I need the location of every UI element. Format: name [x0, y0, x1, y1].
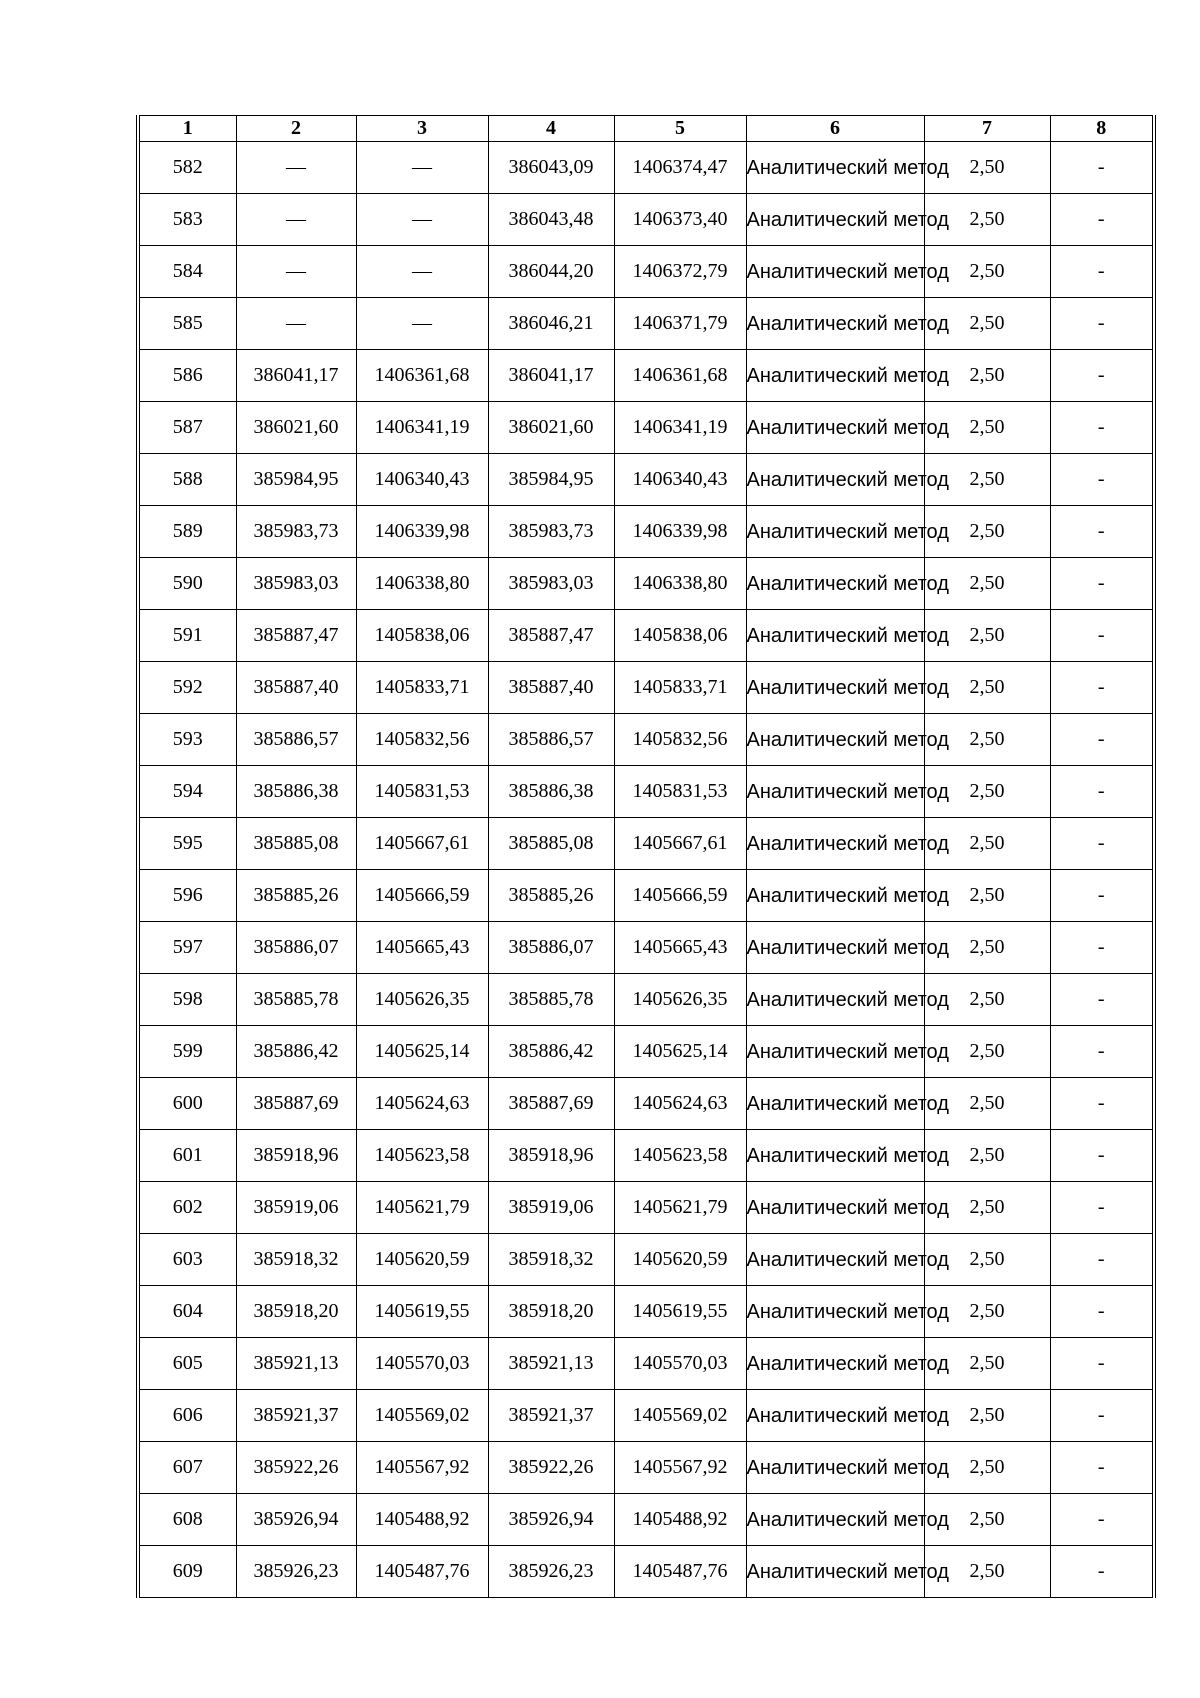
accuracy-cell: 2,50: [924, 1234, 1050, 1286]
old-y-cell: 1405625,14: [356, 1026, 488, 1078]
point-number-cell: 609: [138, 1546, 236, 1598]
table-body: [138, 142, 1154, 1598]
old-y-cell: 1405666,59: [356, 870, 488, 922]
old-x-cell: 385887,40: [236, 662, 356, 714]
column-header: 7: [924, 116, 1050, 142]
new-x-cell: 385921,37: [488, 1390, 614, 1442]
note-cell: -: [1050, 1078, 1154, 1130]
method-cell: [746, 558, 949, 610]
table-row: [138, 1130, 1154, 1182]
method-cell: [746, 766, 949, 818]
new-y-cell: 1405567,92: [614, 1442, 746, 1494]
old-y-cell: 1405570,03: [356, 1338, 488, 1390]
note-cell: -: [1050, 1026, 1154, 1078]
accuracy-cell: 2,50: [924, 1182, 1050, 1234]
old-x-cell: 385926,94: [236, 1494, 356, 1546]
note-cell: -: [1050, 1234, 1154, 1286]
new-x-cell: 386046,21: [488, 298, 614, 350]
note-cell: -: [1050, 870, 1154, 922]
new-y-cell: 1406371,79: [614, 298, 746, 350]
old-y-cell: 1405667,61: [356, 818, 488, 870]
point-number-cell: 584: [138, 246, 236, 298]
method-text: Аналитический метод: [746, 364, 949, 387]
new-x-cell: 385926,23: [488, 1546, 614, 1598]
new-x-cell: 385919,06: [488, 1182, 614, 1234]
table-row: [138, 974, 1154, 1026]
new-x-cell: 385918,96: [488, 1130, 614, 1182]
note-cell: -: [1050, 142, 1154, 194]
accuracy-cell: 2,50: [924, 1546, 1050, 1598]
old-x-cell: 385926,23: [236, 1546, 356, 1598]
note-cell: -: [1050, 298, 1154, 350]
accuracy-cell: 2,50: [924, 350, 1050, 402]
method-text: Аналитический метод: [746, 1040, 949, 1063]
point-number-cell: 587: [138, 402, 236, 454]
old-x-cell: 386021,60: [236, 402, 356, 454]
new-y-cell: 1405570,03: [614, 1338, 746, 1390]
accuracy-cell: 2,50: [924, 818, 1050, 870]
old-y-cell: 1405838,06: [356, 610, 488, 662]
new-y-cell: 1406361,68: [614, 350, 746, 402]
old-x-cell: 385983,03: [236, 558, 356, 610]
old-y-cell: —: [356, 298, 488, 350]
new-y-cell: 1405838,06: [614, 610, 746, 662]
old-y-cell: 1405623,58: [356, 1130, 488, 1182]
note-cell: -: [1050, 454, 1154, 506]
method-text: Аналитический метод: [746, 260, 949, 283]
old-x-cell: 385922,26: [236, 1442, 356, 1494]
point-number-cell: 598: [138, 974, 236, 1026]
accuracy-cell: 2,50: [924, 298, 1050, 350]
note-cell: -: [1050, 662, 1154, 714]
old-x-cell: 385918,20: [236, 1286, 356, 1338]
table-row: [138, 1182, 1154, 1234]
new-x-cell: 385921,13: [488, 1338, 614, 1390]
old-x-cell: 385886,42: [236, 1026, 356, 1078]
new-y-cell: 1405626,35: [614, 974, 746, 1026]
method-text: Аналитический метод: [746, 1456, 949, 1479]
old-y-cell: 1405832,56: [356, 714, 488, 766]
note-cell: -: [1050, 1390, 1154, 1442]
new-x-cell: 385885,08: [488, 818, 614, 870]
method-cell: [746, 1286, 949, 1338]
old-x-cell: 385921,37: [236, 1390, 356, 1442]
point-number-cell: 599: [138, 1026, 236, 1078]
old-y-cell: 1406340,43: [356, 454, 488, 506]
method-cell: [746, 714, 949, 766]
accuracy-cell: 2,50: [924, 1286, 1050, 1338]
method-cell: [746, 1182, 949, 1234]
old-y-cell: 1405624,63: [356, 1078, 488, 1130]
method-text: Аналитический метод: [746, 1560, 949, 1583]
method-cell: [746, 662, 949, 714]
accuracy-cell: 2,50: [924, 1078, 1050, 1130]
old-y-cell: 1405567,92: [356, 1442, 488, 1494]
point-number-cell: 583: [138, 194, 236, 246]
old-x-cell: 385885,78: [236, 974, 356, 1026]
method-text: Аналитический метод: [746, 468, 949, 491]
table-row: [138, 298, 1154, 350]
column-header: 3: [356, 116, 488, 142]
method-text: Аналитический метод: [746, 312, 949, 335]
new-y-cell: 1406374,47: [614, 142, 746, 194]
method-cell: [746, 1442, 949, 1494]
table-row: [138, 558, 1154, 610]
method-text: Аналитический метод: [746, 728, 949, 751]
note-cell: -: [1050, 558, 1154, 610]
table-row: [138, 766, 1154, 818]
new-y-cell: 1405831,53: [614, 766, 746, 818]
accuracy-cell: 2,50: [924, 558, 1050, 610]
accuracy-cell: 2,50: [924, 506, 1050, 558]
old-x-cell: 385918,32: [236, 1234, 356, 1286]
method-cell: [746, 1390, 949, 1442]
table-row: [138, 1026, 1154, 1078]
point-number-cell: 590: [138, 558, 236, 610]
table-row: [138, 1442, 1154, 1494]
old-y-cell: —: [356, 246, 488, 298]
new-y-cell: 1405833,71: [614, 662, 746, 714]
new-y-cell: 1405832,56: [614, 714, 746, 766]
new-y-cell: 1405569,02: [614, 1390, 746, 1442]
method-cell: [746, 1026, 949, 1078]
old-x-cell: 385919,06: [236, 1182, 356, 1234]
old-y-cell: —: [356, 194, 488, 246]
note-cell: -: [1050, 974, 1154, 1026]
new-x-cell: 385886,07: [488, 922, 614, 974]
method-text: Аналитический метод: [746, 988, 949, 1011]
header-row: [138, 116, 1154, 142]
old-x-cell: 385921,13: [236, 1338, 356, 1390]
table-row: [138, 610, 1154, 662]
note-cell: -: [1050, 1494, 1154, 1546]
old-x-cell: 385983,73: [236, 506, 356, 558]
method-cell: [746, 1338, 949, 1390]
note-cell: -: [1050, 1182, 1154, 1234]
point-number-cell: 593: [138, 714, 236, 766]
accuracy-cell: 2,50: [924, 766, 1050, 818]
new-x-cell: 385983,03: [488, 558, 614, 610]
method-cell: [746, 1078, 949, 1130]
method-text: Аналитический метод: [746, 884, 949, 907]
note-cell: -: [1050, 1546, 1154, 1598]
table-row: [138, 350, 1154, 402]
table-row: [138, 714, 1154, 766]
method-text: Аналитический метод: [746, 936, 949, 959]
old-y-cell: 1405626,35: [356, 974, 488, 1026]
new-x-cell: 385922,26: [488, 1442, 614, 1494]
column-header: 8: [1050, 116, 1154, 142]
method-cell: [746, 1234, 949, 1286]
new-x-cell: 385984,95: [488, 454, 614, 506]
new-y-cell: 1405624,63: [614, 1078, 746, 1130]
method-text: Аналитический метод: [746, 1144, 949, 1167]
accuracy-cell: 2,50: [924, 610, 1050, 662]
point-number-cell: 582: [138, 142, 236, 194]
method-text: Аналитический метод: [746, 1404, 949, 1427]
note-cell: -: [1050, 766, 1154, 818]
method-cell: [746, 454, 949, 506]
old-y-cell: 1406338,80: [356, 558, 488, 610]
old-x-cell: 385886,07: [236, 922, 356, 974]
method-text: Аналитический метод: [746, 1248, 949, 1271]
note-cell: -: [1050, 818, 1154, 870]
new-y-cell: 1406339,98: [614, 506, 746, 558]
point-number-cell: 588: [138, 454, 236, 506]
new-x-cell: 385886,57: [488, 714, 614, 766]
method-text: Аналитический метод: [746, 156, 949, 179]
new-x-cell: 385885,78: [488, 974, 614, 1026]
new-y-cell: 1406338,80: [614, 558, 746, 610]
new-x-cell: 386021,60: [488, 402, 614, 454]
old-y-cell: 1405621,79: [356, 1182, 488, 1234]
old-x-cell: —: [236, 194, 356, 246]
old-x-cell: —: [236, 298, 356, 350]
new-x-cell: 386044,20: [488, 246, 614, 298]
old-y-cell: 1405831,53: [356, 766, 488, 818]
method-cell: [746, 246, 949, 298]
new-y-cell: 1405487,76: [614, 1546, 746, 1598]
table-row: [138, 1286, 1154, 1338]
point-number-cell: 594: [138, 766, 236, 818]
method-text: Аналитический метод: [746, 416, 949, 439]
column-header: 1: [138, 116, 236, 142]
column-header: 5: [614, 116, 746, 142]
point-number-cell: 603: [138, 1234, 236, 1286]
table-row: [138, 1390, 1154, 1442]
new-x-cell: 386041,17: [488, 350, 614, 402]
point-number-cell: 596: [138, 870, 236, 922]
note-cell: -: [1050, 1442, 1154, 1494]
accuracy-cell: 2,50: [924, 714, 1050, 766]
point-number-cell: 592: [138, 662, 236, 714]
note-cell: -: [1050, 506, 1154, 558]
accuracy-cell: 2,50: [924, 870, 1050, 922]
new-y-cell: 1405667,61: [614, 818, 746, 870]
new-y-cell: 1405620,59: [614, 1234, 746, 1286]
new-y-cell: 1405619,55: [614, 1286, 746, 1338]
old-y-cell: 1405487,76: [356, 1546, 488, 1598]
method-cell: [746, 1546, 949, 1598]
new-y-cell: 1405665,43: [614, 922, 746, 974]
method-text: Аналитический метод: [746, 1300, 949, 1323]
point-number-cell: 597: [138, 922, 236, 974]
new-y-cell: 1406341,19: [614, 402, 746, 454]
old-y-cell: 1405833,71: [356, 662, 488, 714]
method-text: Аналитический метод: [746, 1508, 949, 1531]
point-number-cell: 605: [138, 1338, 236, 1390]
accuracy-cell: 2,50: [924, 1494, 1050, 1546]
new-x-cell: 386043,09: [488, 142, 614, 194]
old-x-cell: —: [236, 246, 356, 298]
note-cell: -: [1050, 402, 1154, 454]
new-x-cell: 385885,26: [488, 870, 614, 922]
new-x-cell: 385887,40: [488, 662, 614, 714]
new-y-cell: 1405621,79: [614, 1182, 746, 1234]
new-y-cell: 1406373,40: [614, 194, 746, 246]
old-x-cell: 385885,08: [236, 818, 356, 870]
method-cell: [746, 922, 949, 974]
method-cell: [746, 818, 949, 870]
point-number-cell: 601: [138, 1130, 236, 1182]
method-cell: [746, 298, 949, 350]
old-x-cell: —: [236, 142, 356, 194]
table-row: [138, 1546, 1154, 1598]
accuracy-cell: 2,50: [924, 974, 1050, 1026]
method-text: Аналитический метод: [746, 624, 949, 647]
note-cell: -: [1050, 1338, 1154, 1390]
column-header: 4: [488, 116, 614, 142]
table-row: [138, 246, 1154, 298]
method-cell: [746, 1494, 949, 1546]
method-text: Аналитический метод: [746, 1196, 949, 1219]
method-cell: [746, 1130, 949, 1182]
accuracy-cell: 2,50: [924, 1390, 1050, 1442]
new-x-cell: 385887,47: [488, 610, 614, 662]
table-row: [138, 818, 1154, 870]
accuracy-cell: 2,50: [924, 194, 1050, 246]
table-row: [138, 402, 1154, 454]
accuracy-cell: 2,50: [924, 922, 1050, 974]
method-cell: [746, 402, 949, 454]
method-text: Аналитический метод: [746, 832, 949, 855]
table-row: [138, 506, 1154, 558]
old-y-cell: 1405665,43: [356, 922, 488, 974]
new-x-cell: 385918,32: [488, 1234, 614, 1286]
accuracy-cell: 2,50: [924, 142, 1050, 194]
method-text: Аналитический метод: [746, 676, 949, 699]
note-cell: -: [1050, 194, 1154, 246]
new-y-cell: 1406340,43: [614, 454, 746, 506]
table-row: [138, 1078, 1154, 1130]
old-y-cell: —: [356, 142, 488, 194]
table-row: [138, 1234, 1154, 1286]
method-text: Аналитический метод: [746, 208, 949, 231]
method-text: Аналитический метод: [746, 1092, 949, 1115]
new-x-cell: 385918,20: [488, 1286, 614, 1338]
accuracy-cell: 2,50: [924, 1442, 1050, 1494]
old-x-cell: 385984,95: [236, 454, 356, 506]
accuracy-cell: 2,50: [924, 1338, 1050, 1390]
note-cell: -: [1050, 922, 1154, 974]
old-y-cell: 1406339,98: [356, 506, 488, 558]
point-number-cell: 608: [138, 1494, 236, 1546]
accuracy-cell: 2,50: [924, 402, 1050, 454]
note-cell: -: [1050, 610, 1154, 662]
old-x-cell: 385885,26: [236, 870, 356, 922]
method-text: Аналитический метод: [746, 572, 949, 595]
point-number-cell: 595: [138, 818, 236, 870]
new-y-cell: 1405666,59: [614, 870, 746, 922]
old-x-cell: 385886,38: [236, 766, 356, 818]
new-x-cell: 385886,38: [488, 766, 614, 818]
accuracy-cell: 2,50: [924, 246, 1050, 298]
new-y-cell: 1405488,92: [614, 1494, 746, 1546]
new-x-cell: 386043,48: [488, 194, 614, 246]
method-cell: [746, 194, 949, 246]
point-number-cell: 585: [138, 298, 236, 350]
table-row: [138, 454, 1154, 506]
point-number-cell: 602: [138, 1182, 236, 1234]
new-x-cell: 385886,42: [488, 1026, 614, 1078]
method-cell: [746, 870, 949, 922]
new-x-cell: 385983,73: [488, 506, 614, 558]
note-cell: -: [1050, 1286, 1154, 1338]
column-header: 2: [236, 116, 356, 142]
note-cell: -: [1050, 1130, 1154, 1182]
old-y-cell: 1405488,92: [356, 1494, 488, 1546]
point-number-cell: 586: [138, 350, 236, 402]
old-x-cell: 385918,96: [236, 1130, 356, 1182]
accuracy-cell: 2,50: [924, 1130, 1050, 1182]
method-cell: [746, 142, 949, 194]
old-y-cell: 1406341,19: [356, 402, 488, 454]
note-cell: -: [1050, 714, 1154, 766]
accuracy-cell: 2,50: [924, 454, 1050, 506]
table-row: [138, 870, 1154, 922]
accuracy-cell: 2,50: [924, 1026, 1050, 1078]
point-number-cell: 589: [138, 506, 236, 558]
method-cell: [746, 506, 949, 558]
coordinates-table: [136, 115, 1156, 1598]
table-row: [138, 662, 1154, 714]
old-x-cell: 385886,57: [236, 714, 356, 766]
method-cell: [746, 610, 949, 662]
point-number-cell: 607: [138, 1442, 236, 1494]
table-row: [138, 142, 1154, 194]
point-number-cell: 600: [138, 1078, 236, 1130]
old-y-cell: 1405620,59: [356, 1234, 488, 1286]
method-text: Аналитический метод: [746, 520, 949, 543]
table-row: [138, 194, 1154, 246]
method-text: Аналитический метод: [746, 1352, 949, 1375]
old-x-cell: 385887,69: [236, 1078, 356, 1130]
table-row: [138, 922, 1154, 974]
old-y-cell: 1405569,02: [356, 1390, 488, 1442]
old-x-cell: 385887,47: [236, 610, 356, 662]
method-cell: [746, 350, 949, 402]
table-row: [138, 1338, 1154, 1390]
accuracy-cell: 2,50: [924, 662, 1050, 714]
point-number-cell: 606: [138, 1390, 236, 1442]
new-x-cell: 385926,94: [488, 1494, 614, 1546]
note-cell: -: [1050, 246, 1154, 298]
point-number-cell: 604: [138, 1286, 236, 1338]
note-cell: -: [1050, 350, 1154, 402]
old-y-cell: 1406361,68: [356, 350, 488, 402]
table-row: [138, 1494, 1154, 1546]
old-y-cell: 1405619,55: [356, 1286, 488, 1338]
method-cell: [746, 974, 949, 1026]
new-y-cell: 1406372,79: [614, 246, 746, 298]
new-y-cell: 1405625,14: [614, 1026, 746, 1078]
method-text: Аналитический метод: [746, 780, 949, 803]
point-number-cell: 591: [138, 610, 236, 662]
column-header: 6: [746, 116, 924, 142]
new-x-cell: 385887,69: [488, 1078, 614, 1130]
old-x-cell: 386041,17: [236, 350, 356, 402]
new-y-cell: 1405623,58: [614, 1130, 746, 1182]
